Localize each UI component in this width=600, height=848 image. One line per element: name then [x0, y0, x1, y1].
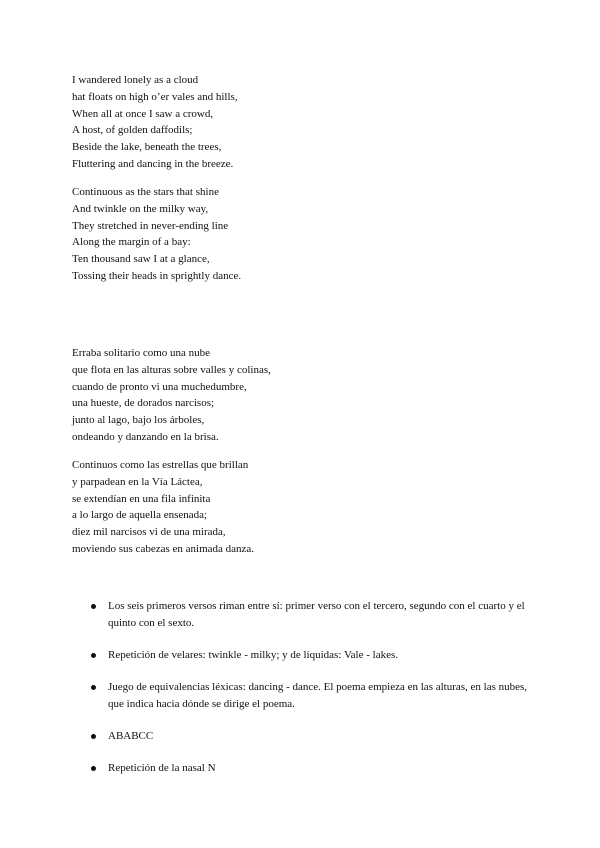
poem-line: When all at once I saw a crowd,: [72, 107, 214, 120]
english-stanza-1: [72, 72, 238, 173]
poem-line: Continuous as the stars that shine: [72, 186, 219, 198]
poem-line: Tossing their heads in sprightly dance.: [72, 269, 242, 282]
poem-line: que flota en las alturas sobre valles y colinas,: [72, 363, 271, 376]
spanish-stanza-1: [72, 345, 271, 446]
bullet-icon: [91, 734, 96, 739]
note-text: Los seis primeros versos riman entre sí: primer verso con el tercero, segundo con el cuarto y el quinto con el sexto.: [108, 600, 525, 629]
note-text: Repetición de velares: twinkle - milky; y de líquidas: Vale - lakes.: [108, 649, 399, 661]
poem-line: Ten thousand saw I at a glance,: [72, 253, 210, 266]
english-stanza-2: [72, 184, 241, 285]
poem-line: una hueste, de dorados narcisos;: [72, 397, 215, 410]
list-item: [91, 679, 531, 713]
poem-line: A host, of golden daffodils;: [72, 124, 193, 137]
bullet-icon: [91, 766, 96, 771]
analysis-notes-list: [91, 598, 531, 777]
poem-line: Along the margin of a bay:: [72, 236, 191, 249]
bullet-icon: [91, 685, 96, 690]
poem-line: moviendo sus cabezas en animada danza.: [72, 542, 255, 555]
poem-line: Erraba solitario como una nube: [72, 347, 211, 359]
poem-line: diez mil narcisos vi de una mirada,: [72, 526, 226, 539]
poem-line: I wandered lonely as a cloud: [72, 74, 199, 86]
poem-line: Beside the lake, beneath the trees,: [72, 141, 222, 154]
poem-line: ondeando y danzando en la brisa.: [72, 430, 219, 443]
poem-line: And twinkle on the milky way,: [72, 202, 209, 215]
poem-line: cuando de pronto vi una muchedumbre,: [72, 380, 247, 393]
list-item: [91, 728, 531, 745]
note-text: ABABCC: [108, 730, 154, 742]
bullet-icon: [91, 604, 96, 609]
poem-line: Continuos como las estrellas que brillan: [72, 459, 249, 471]
list-item: [91, 598, 531, 632]
poem-line: a lo largo de aquella ensenada;: [72, 509, 208, 522]
poem-line: hat floats on high o’er vales and hills,: [72, 90, 238, 103]
poem-line: y parpadean en la Vía Láctea,: [72, 475, 203, 488]
poem-line: They stretched in never-ending line: [72, 219, 229, 232]
poem-line: junto al lago, bajo los árboles,: [72, 414, 205, 427]
poem-line: Fluttering and dancing in the breeze.: [72, 157, 234, 170]
note-text: Juego de equivalencias léxicas: dancing - dance. El poema empieza en las alturas, en las nubes, que indica hacia dónde se dirige el poema.: [108, 681, 528, 710]
bullet-icon: [91, 653, 96, 658]
list-item: [91, 647, 531, 664]
list-item: [91, 760, 531, 777]
poem-line: se extendían en una fila infinita: [72, 492, 211, 505]
spanish-stanza-2: [72, 457, 254, 558]
note-text: Repetición de la nasal N: [108, 762, 216, 774]
